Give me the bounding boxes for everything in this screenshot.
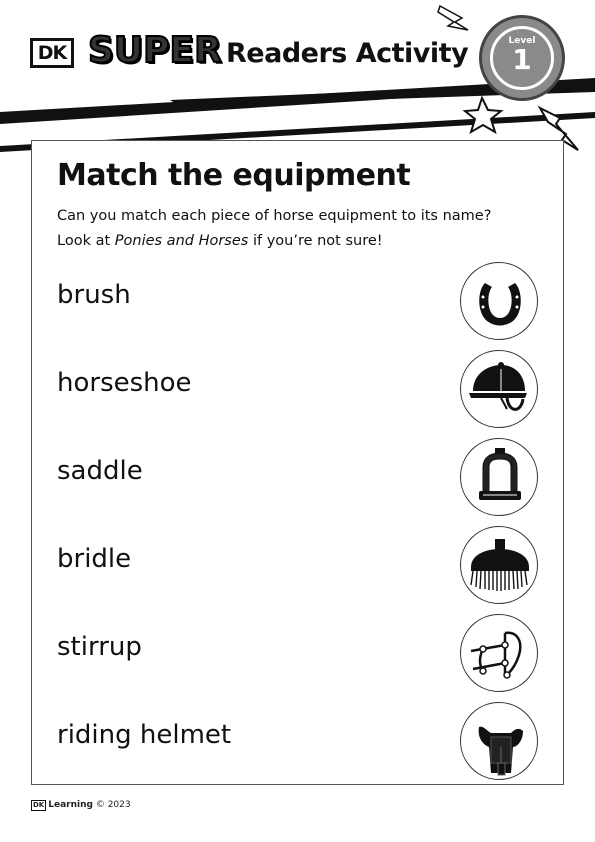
instruction-text: if you’re not sure!: [248, 233, 383, 249]
picture-brush[interactable]: [460, 526, 538, 604]
word-saddle[interactable]: saddle: [57, 456, 143, 486]
picture-bridle[interactable]: [460, 614, 538, 692]
instruction-line-2: [57, 229, 557, 254]
picture-riding-helmet[interactable]: [460, 350, 538, 428]
stirrup-icon: [461, 439, 539, 517]
riding-helmet-icon: [461, 351, 539, 429]
activity-title: Match the equipment: [57, 158, 411, 193]
brush-icon: [461, 527, 539, 605]
dk-logo: DK: [30, 38, 74, 68]
picture-stirrup[interactable]: [460, 438, 538, 516]
saddle-icon: [461, 703, 539, 781]
footer-brand: Learning: [48, 800, 93, 810]
super-brand-text: SUPER: [88, 30, 222, 71]
word-riding-helmet[interactable]: riding helmet: [57, 720, 232, 750]
page-footer: [31, 800, 131, 811]
book-title: Ponies and Horses: [114, 233, 249, 249]
star-decoration: [465, 98, 501, 132]
word-horseshoe[interactable]: horseshoe: [57, 368, 192, 398]
activity-instructions: [57, 204, 557, 254]
level-number: 1: [512, 43, 532, 76]
instruction-text: Look at: [57, 233, 115, 249]
level-label: Level: [508, 36, 536, 46]
level-badge: [479, 15, 565, 101]
word-stirrup[interactable]: stirrup: [57, 632, 142, 662]
footer-dk-logo: DK: [33, 801, 45, 809]
instruction-line-1: Can you match each piece of horse equipment to its name?: [57, 208, 492, 224]
picture-saddle[interactable]: [460, 702, 538, 780]
word-bridle[interactable]: bridle: [57, 544, 132, 574]
level-badge-inner: [490, 26, 554, 90]
bridle-icon: [461, 615, 539, 693]
lightning-bolt-top: [438, 6, 468, 30]
readers-activity-text: Readers Activity: [226, 38, 469, 69]
footer-copyright: © 2023: [95, 800, 131, 810]
horseshoe-icon: [461, 263, 539, 341]
word-brush[interactable]: brush: [57, 280, 131, 310]
picture-horseshoe[interactable]: [460, 262, 538, 340]
